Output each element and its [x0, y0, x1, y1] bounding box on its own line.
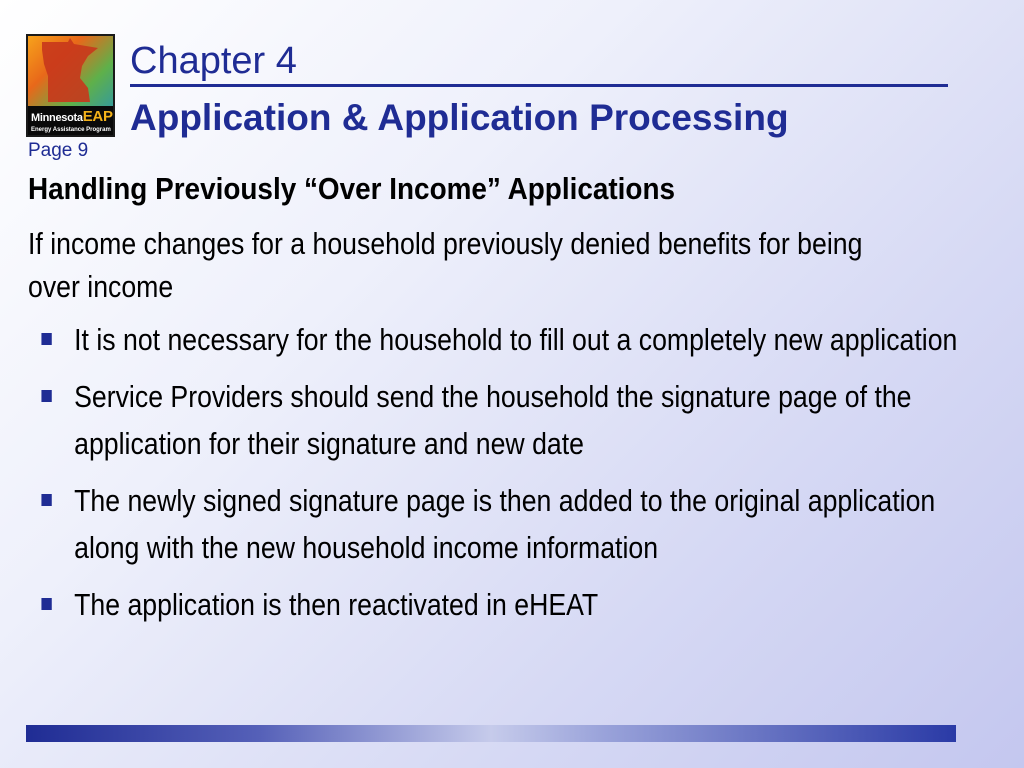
- square-bullet-icon: [41, 333, 51, 345]
- slide-title: Application & Application Processing: [130, 97, 789, 138]
- section-heading: Handling Previously “Over Income” Applications: [28, 171, 676, 206]
- bullet-list: [38, 316, 967, 638]
- bullet-item: [38, 477, 967, 571]
- bullet-text: It is not necessary for the household to fill out a completely new application: [74, 322, 958, 357]
- logo-wordmark: MinnesotaEAP: [31, 108, 113, 125]
- footer-bar: [26, 725, 956, 742]
- bullet-text: Service Providers should send the household the signature page of the application for their signature and new date: [74, 379, 912, 461]
- bullet-item: [38, 581, 967, 628]
- bullet-item: [38, 316, 967, 363]
- square-bullet-icon: [41, 494, 51, 506]
- chapter-label: Chapter 4: [130, 40, 297, 82]
- page-number: Page 9: [28, 140, 89, 161]
- bullet-text: The application is then reactivated in eHEAT: [74, 587, 599, 622]
- minnesota-map-icon: [28, 36, 113, 108]
- intro-text: If income changes for a household previously denied benefits for being over income: [28, 226, 863, 304]
- bullet-text: The newly signed signature page is then added to the original application along with the new household income information: [74, 483, 936, 565]
- logo-subtitle: Energy Assistance Program: [31, 127, 111, 133]
- bullet-item: [38, 373, 967, 467]
- minnesota-eap-logo: [26, 34, 115, 137]
- square-bullet-icon: [41, 598, 51, 610]
- title-divider: [130, 84, 948, 87]
- square-bullet-icon: [41, 390, 51, 402]
